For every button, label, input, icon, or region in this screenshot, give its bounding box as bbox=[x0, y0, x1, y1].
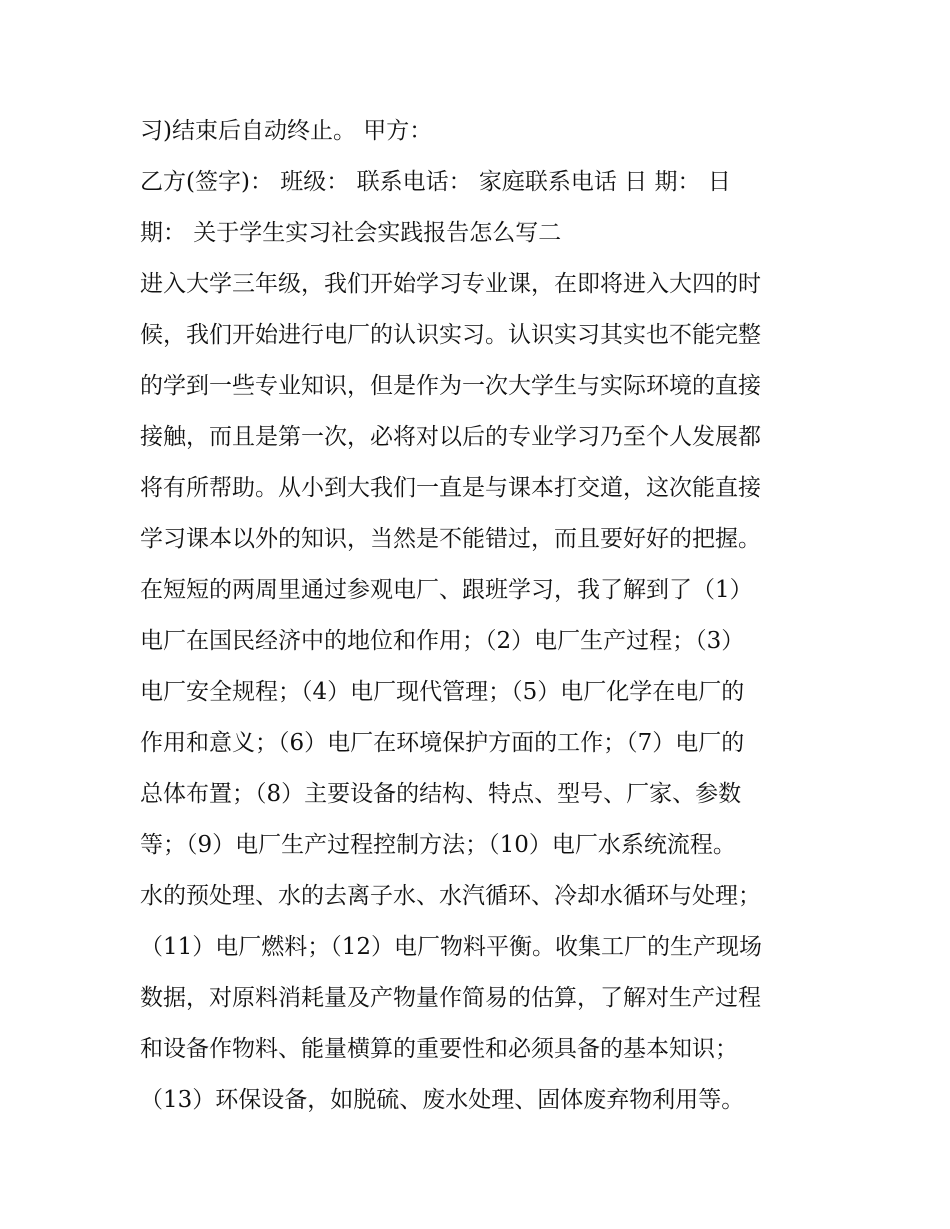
text-line: 数据，对原料消耗量及产物量作简易的估算，了解对生产过程 bbox=[140, 985, 761, 1011]
text-line: 的学到一些专业知识，但是作为一次大学生与实际环境的直接 bbox=[140, 373, 761, 399]
text-line: 和设备作物料、能量横算的重要性和必须具备的基本知识； bbox=[140, 1036, 738, 1062]
text-line: 期： 关于学生实习社会实践报告怎么写二 bbox=[140, 220, 562, 246]
document-body bbox=[140, 106, 820, 1126]
text-line: 习)结束后自动终止。 甲方： bbox=[140, 118, 433, 144]
text-line: 电厂在国民经济中的地位和作用；（2）电厂生产过程；（3） bbox=[140, 628, 745, 654]
text-line: 乙方(签字)： 班级： 联系电话： 家庭联系电话 日 期： 日 bbox=[140, 169, 731, 195]
text-line: （11）电厂燃料；（12）电厂物料平衡。收集工厂的生产现场 bbox=[140, 934, 763, 960]
text-line: 学习课本以外的知识，当然是不能错过，而且要好好的把握。 bbox=[140, 526, 761, 552]
text-line: 接触，而且是第一次，必将对以后的专业学习乃至个人发展都 bbox=[140, 424, 761, 450]
text-line: 将有所帮助。从小到大我们一直是与课本打交道，这次能直接 bbox=[140, 475, 761, 501]
text-line: （13）环保设备，如脱硫、废水处理、固体废弃物利用等。 bbox=[140, 1087, 745, 1113]
text-line: 等；（9）电厂生产过程控制方法；（10）电厂水系统流程。 bbox=[140, 832, 736, 858]
text-line: 水的预处理、水的去离子水、水汽循环、冷却水循环与处理； bbox=[140, 883, 761, 909]
text-line: 作用和意义；（6）电厂在环境保护方面的工作；（7）电厂的 bbox=[140, 730, 745, 756]
text-line: 总体布置；（8）主要设备的结构、特点、型号、厂家、参数 bbox=[140, 781, 742, 807]
text-line: 进入大学三年级，我们开始学习专业课，在即将进入大四的时 bbox=[140, 271, 761, 297]
text-line: 在短短的两周里通过参观电厂、跟班学习，我了解到了（1） bbox=[140, 577, 753, 603]
text-line: 电厂安全规程；（4）电厂现代管理；（5）电厂化学在电厂的 bbox=[140, 679, 745, 705]
text-line: 候，我们开始进行电厂的认识实习。认识实习其实也不能完整 bbox=[140, 322, 761, 348]
